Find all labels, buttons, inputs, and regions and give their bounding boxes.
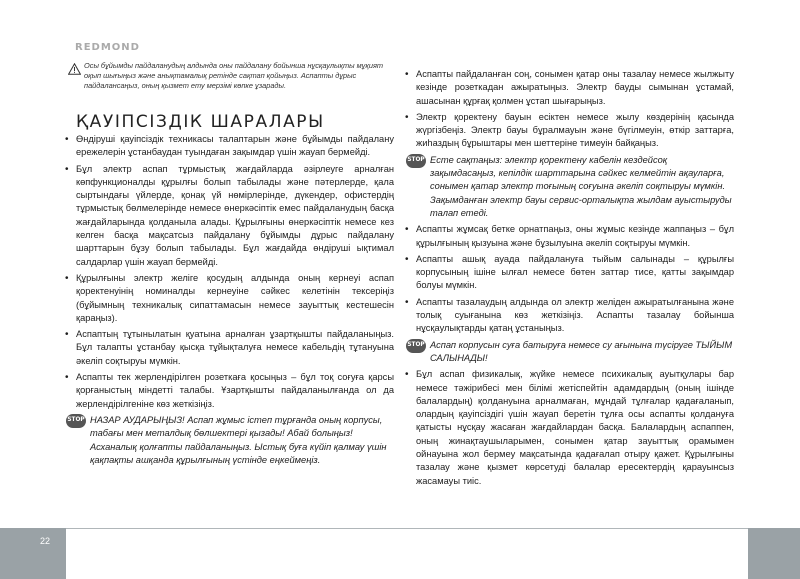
warning-text: Осы бұйымды пайдаланудың алдында оны пайдалану бойынша нұсқаулықты мұқият оқып шығыңыз және анықтамалық ретінде сақтап қойыңыз. Аспапты дұрыс пайдалансаңыз, оның қызмет ету мерзімі көпке ұзарады. (84, 61, 384, 90)
list-item: • Аспапты тек жерлендірілген розеткаға қосыңыз – бұл тоқ соғуға қарсы қорғаныстың міндетті талабы. Ұзартқышты пайдаланылғанда ол да жерлендірілгеніне көз жеткізіңіз. (64, 371, 394, 411)
stop-note-text: Есте сақтаңыз: электр қоректену кабелін кездейсоқ зақымдасаңыз, кепілдік шарттарына сәйкес келмейтін ақауларға, сонымен қатар электр тоғының соғуына әкеліп соқтыруы мүмкін. Зақымданған электр бауы сервис-орталықта жылдам ауыстыруды талап етеді. (430, 154, 732, 218)
stop-note-text: НАЗАР АУДАРЫҢЫЗ! Аспап жұмыс істеп тұрғанда оның корпусы, табағы мен металдық бөлшектері қызады! Абай болыңыз! Асханалық қолғапты пайдаланыңыз. Ыстық буға күйіп қалмау үшін қақпақты ашқанда құрылғының үстінде еңкеймеңіз. (90, 414, 387, 465)
list-item: • Аспапты тазалаудың алдында ол электр желіден ажыратылғанына және толық суығанына көз жеткізіңіз. Аспапты тазалау бойынша нұсқаулықтарды қатаң ұстаныңыз. (404, 296, 734, 336)
footer-bar-left (0, 528, 66, 579)
list-item: • Аспапты пайдаланған соң, сонымен қатар оны тазалау немесе жылжыту кезінде розеткадан ажыратыңыз. Электр бауды сымынан ұстамай, ашасынан құрғақ қолмен ұстап шығарыңыз. (404, 68, 734, 108)
list-item: • Аспаптың тұтынылатын қуатына арналған ұзартқышты пайдаланыңыз. Бұл талапты ұстанбау қысқа тұйықталуға немесе кабельдің тұтануына әкеліп соқтыруы мүмкін. (64, 328, 394, 368)
brand-logo: REDMOND (75, 42, 140, 53)
list-item: • Аспапты ашық ауада пайдалануға тыйым салынады – құрылғы корпусының ішіне ылғал немесе бөтен заттар тисе, қатты зақымдар болуы мүмкін. (404, 253, 734, 293)
page-title: ҚАУІПСІЗДІК ШАРАЛАРЫ (76, 112, 325, 132)
warning-note (68, 61, 398, 91)
stop-icon: STOP (406, 154, 426, 168)
stop-icon: STOP (406, 339, 426, 353)
stop-note (404, 154, 734, 220)
stop-note (64, 414, 394, 467)
list-item: • Бұл аспап физикалық, жүйке немесе психикалық ауытқулары бар немесе тәжірибесі мен білімі жетіспейтін адамдардың (оның ішінде балалардың) қолдануына арналмаған, мұндай тұлғалар қадағаланып, олардың қауіпсіздігі үшін жауап беретін тұлға осы аспапты қолдануға қатысты нұсқау жасаған жағдайлардан басқа. Балалардың аспаппен, оның жинақтаушыларымен, сонымен қатар зауыттық орамымен ойнауына жол бермеу мақсатында қадағалап отыру қажет. Құрылғыны тазалау және қызмет көрсетуді балалар ересектердің қарауынсыз жасамауы тиіс. (404, 368, 734, 488)
stop-note-text: Аспап корпусын суға батыруға немесе су ағынына түсіруге ТЫЙЫМ САЛЫНАДЫ! (430, 339, 733, 363)
stop-icon: STOP (66, 414, 86, 428)
footer-divider (66, 528, 800, 529)
right-column (404, 68, 734, 488)
left-column (64, 133, 394, 467)
list-item: • Өндіруші қауіпсіздік техникасы талаптарын және бұйымды пайдалану ережелерін ұстанбаудан туындаған зақымдар үшін жауап бермейді. (64, 133, 394, 160)
list-item: • Құрылғыны электр желіге қосудың алдында оның кернеуі аспап қоректенуінің номиналды кернеуіне сәйкес келетінін тексеріңіз (бұйымның техникалық сипаттамасын немесе зауыттық кестешесін қараңыз). (64, 272, 394, 325)
list-item: • Электр қоректену бауын есіктен немесе жылу көздерінің қасында жүргізбеңіз. Электр бауы бұралмауын және бүгілмеуін, өткір заттарға, жиһаздың бұрыштары мен шеттеріне тимеуін байқаңыз. (404, 111, 734, 151)
footer-bar-right (748, 528, 800, 579)
list-item: • Аспапты жұмсақ бетке орнатпаңыз, оны жұмыс кезінде жаппаңыз – бұл құрылғының қызуына және бұзылуына әкеліп соқтыруы мүмкін. (404, 223, 734, 250)
list-item: • Бұл электр аспап тұрмыстық жағдайларда әзірлеуге арналған көпфункционалды құрылғы болып табылады және пәтерлерде, қала сыртындағы үйлерде, қонақ үй нөмірлерінде, дүкендер, офистердің тұрмыстық бөлмелерінде немесе өнеркәсіптік емес пайдаланудың басқа жағдайларында қолданыла алады. Құрылғыны өнеркәсіптік немесе кез келген басқа мақсатсыз пайдалану бұйымды дұрыс пайдалану шарттарын бұзу болып табылады. Бұл жағдайда өндіруші ықтимал салдарлар үшін жауап бермейді. (64, 163, 394, 269)
warning-triangle-icon (68, 62, 81, 80)
page-number: 22 (40, 536, 51, 546)
stop-note (404, 339, 734, 366)
